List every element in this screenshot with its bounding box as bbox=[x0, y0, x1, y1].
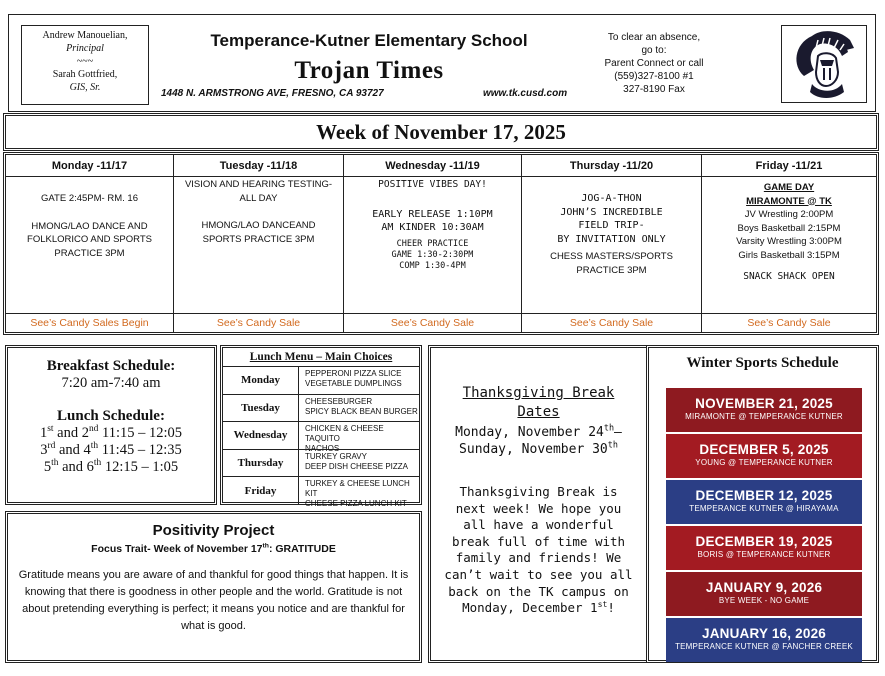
grade-suffix: nd bbox=[88, 424, 99, 435]
breakfast-time: 7:20 am-7:40 am bbox=[61, 375, 161, 391]
newsletter-header bbox=[8, 14, 876, 112]
day-events bbox=[6, 178, 173, 313]
positivity-project bbox=[5, 511, 422, 663]
game-matchup: YOUNG @ TEMPERANCE KUTNER bbox=[695, 458, 833, 467]
lunch-grade-row: 5th and 6th 12:15 – 1:05 bbox=[43, 458, 179, 475]
grade-number: 5 bbox=[43, 459, 52, 475]
lunch-items bbox=[305, 397, 418, 417]
lunch-day: Tuesday bbox=[223, 395, 299, 422]
event-item: Boys Basketball 2:15PM bbox=[737, 222, 841, 234]
game-card bbox=[666, 526, 862, 570]
calendar-day-wednesday bbox=[344, 155, 522, 332]
game-matchup: BORIS @ TEMPERANCE KUTNER bbox=[697, 550, 831, 559]
grade-number: 3 bbox=[40, 442, 48, 458]
date-suffix: th bbox=[607, 439, 618, 450]
game-date: JANUARY 9, 2026 bbox=[705, 580, 823, 595]
week-banner: Week of November 17, 2025 bbox=[3, 113, 879, 151]
grade-number: 1 bbox=[39, 425, 48, 441]
grade-number: 4 bbox=[83, 442, 91, 458]
event-item: JOG-A-THON bbox=[581, 193, 642, 204]
game-card bbox=[666, 572, 862, 616]
lunch-day: Monday bbox=[223, 367, 299, 394]
day-events bbox=[702, 178, 876, 313]
game-date: NOVEMBER 21, 2025 bbox=[695, 396, 833, 411]
game-date: DECEMBER 5, 2025 bbox=[699, 442, 829, 457]
lunch-row bbox=[223, 366, 419, 394]
game-date: DECEMBER 12, 2025 bbox=[695, 488, 833, 503]
message-suffix: st bbox=[597, 599, 608, 609]
game-matchup: MIRAMONTE @ TEMPERANCE KUTNER bbox=[685, 412, 843, 421]
event-item: JV Wrestling 2:00PM bbox=[744, 209, 834, 220]
grade-suffix: th bbox=[90, 441, 99, 452]
focus-trait-name: : GRATITUDE bbox=[268, 543, 336, 555]
day-events bbox=[522, 178, 701, 313]
day-footer: See’s Candy Sale bbox=[344, 313, 521, 332]
date-text: Sunday, November 30 bbox=[459, 442, 608, 457]
absence-phone: (559)327-8100 #1 bbox=[614, 71, 694, 82]
gis-name: Sarah Gottfried, bbox=[52, 69, 118, 80]
lunch-day: Wednesday bbox=[223, 422, 299, 449]
trojan-helmet-icon bbox=[782, 26, 866, 102]
lunch-heading: Lunch Schedule: bbox=[57, 408, 165, 424]
event-item: MIRAMONTE @ TK bbox=[746, 195, 832, 207]
day-events bbox=[174, 178, 343, 313]
day-heading: Friday -11/21 bbox=[702, 155, 876, 177]
sports-title: Winter Sports Schedule bbox=[686, 355, 839, 371]
day-footer: See’s Candy Sale bbox=[174, 313, 343, 332]
event-spacer bbox=[18, 206, 161, 220]
grade-suffix: rd bbox=[47, 441, 56, 452]
principal-name: Andrew Manouelian, bbox=[42, 30, 128, 41]
message-end: ! bbox=[607, 600, 615, 616]
event-item: VISION AND HEARING TESTING- ALL DAY bbox=[184, 179, 333, 204]
lunch-item: SPICY BLACK BEAN BURGER bbox=[305, 406, 418, 416]
lunch-items bbox=[305, 452, 408, 472]
weekly-calendar bbox=[3, 152, 879, 335]
game-card bbox=[666, 388, 862, 432]
lunch-grade-row: 1st and 2nd 11:15 – 12:05 bbox=[39, 424, 183, 441]
lunch-time: 12:15 – 1:05 bbox=[104, 459, 179, 475]
grade-suffix: th bbox=[93, 458, 102, 469]
trojan-logo bbox=[781, 25, 867, 103]
absence-line: go to: bbox=[641, 45, 667, 56]
day-heading: Tuesday -11/18 bbox=[174, 155, 343, 177]
lunch-item: CHEESE PIZZA LUNCH KIT bbox=[305, 499, 407, 509]
game-matchup: BYE WEEK - NO GAME bbox=[718, 596, 810, 605]
calendar-day-friday bbox=[702, 155, 876, 332]
event-item: FIELD TRIP- bbox=[578, 220, 645, 231]
event-item: JOHN’S INCREDIBLE bbox=[560, 206, 663, 218]
lunch-menu bbox=[220, 345, 422, 509]
lunch-item: CHICKEN & CHEESE TAQUITO bbox=[305, 424, 384, 444]
focus-trait bbox=[8, 543, 419, 555]
day-heading: Monday -11/17 bbox=[6, 155, 173, 177]
principal-title: Principal bbox=[66, 43, 104, 54]
event-spacer bbox=[182, 205, 335, 219]
event-item: Varsity Wrestling 3:00PM bbox=[736, 236, 842, 247]
staff-divider: ~~~ bbox=[76, 56, 94, 67]
thanksgiving-dates bbox=[431, 424, 646, 458]
absence-info bbox=[589, 31, 719, 96]
event-item: GAME 1:30-2:30PM bbox=[391, 249, 474, 260]
lunch-item: TURKEY & CHEESE LUNCH KIT bbox=[305, 479, 410, 499]
event-item: EARLY RELEASE 1:10PM bbox=[372, 208, 493, 220]
newsletter-title: Trojan Times bbox=[294, 57, 444, 84]
game-card bbox=[666, 434, 862, 478]
lunch-item: PEPPERONI PIZZA SLICE bbox=[305, 369, 402, 378]
event-item: BY INVITATION ONLY bbox=[557, 233, 666, 245]
absence-line: Parent Connect or call bbox=[604, 58, 704, 69]
lunch-items bbox=[305, 369, 402, 389]
lunch-menu-title: Lunch Menu – Main Choices bbox=[249, 351, 393, 363]
winter-sports-schedule bbox=[646, 345, 879, 663]
school-schedule bbox=[5, 345, 217, 505]
message-text: Thanksgiving Break is next week! We hope you all have a wonderful break full of time with family and friends! We can’t wait to see you all back on the TK campus on Monday, December 1 bbox=[444, 484, 633, 616]
game-matchup: TEMPERANCE KUTNER @ HIRAYAMA bbox=[689, 504, 839, 513]
positivity-title: Positivity Project bbox=[152, 522, 275, 539]
lunch-row bbox=[223, 476, 419, 509]
lunch-row bbox=[223, 421, 419, 454]
day-events bbox=[344, 178, 521, 313]
lunch-grade-row: 3rd and 4th 11:45 – 12:35 bbox=[40, 441, 182, 458]
event-item: HMONG/LAO DANCEAND SPORTS PRACTICE 3PM bbox=[201, 220, 316, 245]
staff-box bbox=[21, 25, 149, 105]
grade-suffix: st bbox=[47, 424, 54, 435]
lunch-item: NACHOS bbox=[305, 444, 340, 454]
calendar-day-thursday bbox=[522, 155, 702, 332]
lunch-time: 11:45 – 12:35 bbox=[101, 442, 182, 458]
thanksgiving-section bbox=[428, 345, 646, 663]
focus-text: Focus Trait- Week of November 17 bbox=[91, 543, 263, 555]
event-item: COMP 1:30-4PM bbox=[399, 260, 466, 271]
thanksgiving-message bbox=[431, 484, 646, 617]
positivity-body: Gratitude means you are aware of and thankful for good things that happen. It is knowing that there is goodness in other people and the world. Gratitude is not about pretending everything is perfect; it means you notice and are thankful for what is good. bbox=[18, 569, 409, 632]
grade-number: 6 bbox=[86, 459, 94, 475]
grade-number: 2 bbox=[81, 425, 89, 441]
absence-fax: 327-8190 Fax bbox=[623, 84, 685, 95]
day-footer: See’s Candy Sale bbox=[702, 313, 876, 332]
game-card bbox=[666, 618, 862, 662]
lunch-item: DEEP DISH CHEESE PIZZA bbox=[305, 461, 408, 471]
event-item: POSITIVE VIBES DAY! bbox=[378, 179, 487, 190]
event-item: GAME DAY bbox=[763, 182, 815, 193]
event-item: SNACK SHACK OPEN bbox=[743, 271, 835, 282]
lunch-day: Friday bbox=[223, 477, 299, 504]
day-footer: See’s Candy Sales Begin bbox=[6, 313, 173, 332]
event-item: HMONG/LAO DANCE AND FOLKLORICO AND SPORTS PRACTICE 3PM bbox=[27, 220, 152, 259]
lunch-item: TURKEY GRAVY bbox=[305, 451, 367, 461]
date-suffix: th bbox=[603, 422, 615, 433]
game-matchup: TEMPERANCE KUTNER @ FANCHER CREEK bbox=[675, 642, 853, 651]
school-address: 1448 N. ARMSTRONG AVE, FRESNO, CA 93727 bbox=[161, 88, 384, 99]
lunch-row bbox=[223, 394, 419, 422]
day-footer: See’s Candy Sale bbox=[522, 313, 701, 332]
thanksgiving-title: Thanksgiving Break Dates bbox=[462, 385, 615, 420]
absence-line: To clear an absence, bbox=[607, 32, 701, 43]
school-website-link[interactable]: www.tk.cusd.com bbox=[483, 88, 568, 99]
lunch-time: 11:15 – 12:05 bbox=[101, 425, 183, 441]
focus-suffix: th bbox=[262, 542, 269, 550]
event-item: Girls Basketball 3:15PM bbox=[738, 249, 840, 261]
lunch-item: CHEESEBURGER bbox=[305, 396, 373, 406]
event-spacer bbox=[344, 192, 521, 208]
calendar-day-monday bbox=[6, 155, 174, 332]
event-item: AM KINDER 10:30AM bbox=[381, 222, 484, 233]
breakfast-heading: Breakfast Schedule: bbox=[46, 358, 176, 374]
day-heading: Wednesday -11/19 bbox=[344, 155, 521, 177]
date-end bbox=[431, 441, 646, 458]
day-heading: Thursday -11/20 bbox=[522, 155, 701, 177]
gis-title: GIS, Sr. bbox=[69, 82, 101, 93]
game-date: JANUARY 16, 2026 bbox=[701, 626, 826, 641]
game-date: DECEMBER 19, 2025 bbox=[695, 534, 833, 549]
event-item: CHESS MASTERS/SPORTS PRACTICE 3PM bbox=[550, 251, 673, 276]
lunch-day: Thursday bbox=[223, 450, 299, 477]
lunch-item: VEGETABLE DUMPLINGS bbox=[305, 379, 402, 388]
date-text: Monday, November 24 bbox=[455, 425, 604, 440]
calendar-day-tuesday bbox=[174, 155, 344, 332]
grade-suffix: th bbox=[51, 458, 59, 469]
game-card bbox=[666, 480, 862, 524]
date-start: Monday, November 24th– bbox=[455, 422, 622, 440]
school-name: Temperance-Kutner Elementary School bbox=[210, 31, 528, 50]
lunch-items bbox=[305, 479, 419, 509]
event-item: GATE 2:45PM- RM. 16 bbox=[41, 193, 138, 204]
event-item: CHEER PRACTICE bbox=[396, 238, 469, 249]
lunch-row bbox=[223, 449, 419, 477]
